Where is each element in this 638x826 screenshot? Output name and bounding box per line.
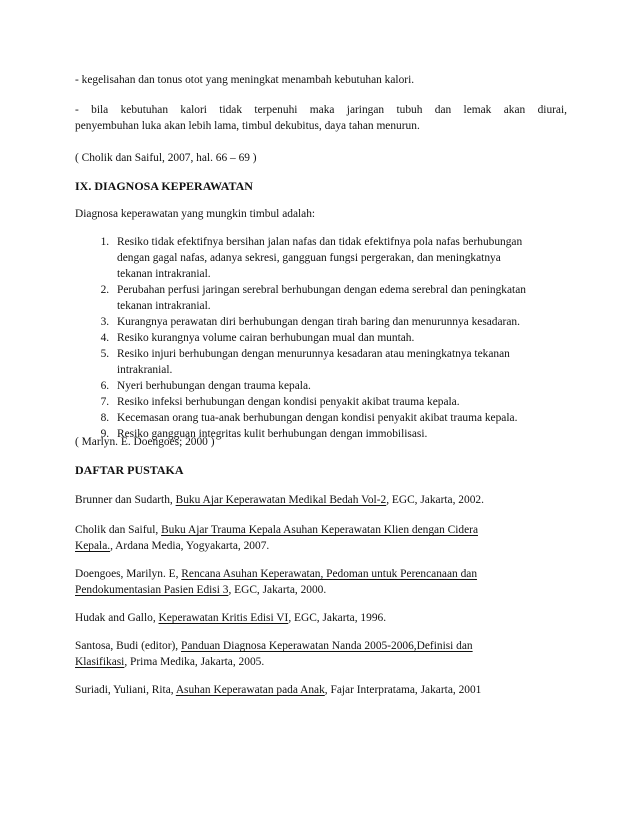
diagnosa-item xyxy=(112,330,567,346)
ref-publisher: , Prima Medika, Jakarta, 2005. xyxy=(124,656,265,668)
ref-publisher: , Ardana Media, Yogyakarta, 2007. xyxy=(110,540,270,552)
ref-publisher: , EGC, Jakarta, 1996. xyxy=(288,612,387,624)
ref-title: Panduan Diagnosa Keperawatan Nanda 2005-2006,Definisi dan xyxy=(180,640,473,652)
item-line: tekanan intrakranial. xyxy=(117,300,211,312)
item-line: 7. Resiko infeksi berhubungan dengan kondisi penyakit akibat trauma kepala. xyxy=(117,396,460,408)
ref-title: Kepala. xyxy=(75,540,111,552)
ref-author: Brunner dan Sudarth, xyxy=(75,494,176,506)
reference-brunner xyxy=(75,492,567,508)
ref-publisher: , Fajar Interpratama, Jakarta, 2001 xyxy=(324,684,482,696)
ref-title: Buku Ajar Trauma Kepala Asuhan Keperawatan Klien dengan Cidera xyxy=(161,524,479,536)
ref-title: Rencana Asuhan Keperawatan, Pedoman untuk Perencanaan dan xyxy=(181,568,478,580)
ref-author: Santosa, Budi (editor), xyxy=(75,640,181,652)
diagnosa-item xyxy=(112,394,567,410)
paragraph-kebutuhan-kalori xyxy=(75,102,567,134)
paragraph-kegelisahan: - kegelisahan dan tonus otot yang meningkat menambah kebutuhan kalori. xyxy=(75,74,415,86)
reference-doengoes xyxy=(75,566,567,598)
reference-hudak xyxy=(75,610,567,626)
heading-daftar-pustaka: DAFTAR PUSTAKA xyxy=(75,463,184,477)
paragraph-line: penyembuhan luka akan lebih lama, timbul dekubitus, daya tahan menurun. xyxy=(75,120,420,132)
ref-title: Pendokumentasian Pasien Edisi 3 xyxy=(75,584,229,596)
diagnosa-item xyxy=(112,314,567,330)
ref-title: Keperawatan Kritis Edisi VI xyxy=(158,612,289,624)
ref-publisher: , EGC, Jakarta, 2000. xyxy=(228,584,327,596)
item-line: 4. Resiko kurangnya volume cairan berhubungan mual dan muntah. xyxy=(117,332,415,344)
diagnosa-item xyxy=(112,234,567,282)
item-line: 8. Kecemasan orang tua-anak berhubungan dengan kondisi penyakit akibat trauma kepala. xyxy=(117,412,518,424)
heading-diagnosa: IX. DIAGNOSA KEPERAWATAN xyxy=(75,179,253,193)
item-line: intrakranial. xyxy=(117,364,173,376)
item-line: 9. Resiko gangguan integritas kulit berhubungan dengan immobilisasi. xyxy=(117,428,428,440)
paragraph-line: - bila kebutuhan kalori tidak terpenuhi maka jaringan tubuh dan lemak akan diurai, xyxy=(75,104,567,116)
ref-title: Klasifikasi xyxy=(75,656,125,668)
ref-author: Cholik dan Saiful, xyxy=(75,524,162,536)
citation-doengoes: ( Marlyn. E. Doengoes; 2000 ) xyxy=(75,436,215,448)
item-line: 5. Resiko injuri berhubungan dengan menurunnya kesadaran atau meningkatnya tekanan xyxy=(117,348,510,360)
reference-suriadi xyxy=(75,682,567,698)
item-line: 1. Resiko tidak efektifnya bersihan jalan nafas dan tidak efektifnya pola nafas berhubungan xyxy=(117,236,523,248)
item-line: tekanan intrakranial. xyxy=(117,268,211,280)
diagnosa-item xyxy=(112,378,567,394)
diagnosa-list xyxy=(75,234,567,442)
ref-publisher: , EGC, Jakarta, 2002. xyxy=(386,494,484,506)
item-line: 6. Nyeri berhubungan dengan trauma kepala. xyxy=(117,380,311,392)
ref-title: Asuhan Keperawatan pada Anak xyxy=(175,684,325,696)
ref-author: Hudak and Gallo, xyxy=(75,612,159,624)
diagnosa-intro: Diagnosa keperawatan yang mungkin timbul adalah: xyxy=(75,208,316,220)
item-line: 2. Perubahan perfusi jaringan serebral berhubungan dengan edema serebral dan peningkatan xyxy=(117,284,526,296)
diagnosa-item xyxy=(112,282,567,314)
reference-cholik xyxy=(75,522,567,554)
citation-cholik: ( Cholik dan Saiful, 2007, hal. 66 – 69 ) xyxy=(75,152,257,164)
ref-author: Suriadi, Yuliani, Rita, xyxy=(75,684,176,696)
ref-author: Doengoes, Marilyn. E, xyxy=(75,568,182,580)
reference-santosa xyxy=(75,638,567,670)
diagnosa-item xyxy=(112,410,567,426)
item-line: dengan gagal nafas, adanya sekresi, gangguan fungsi pergerakan, dan meningkatnya xyxy=(117,252,501,264)
item-line: 3. Kurangnya perawatan diri berhubungan dengan tirah baring dan menurunnya kesadaran. xyxy=(117,316,520,328)
ref-title: Buku Ajar Keperawatan Medikal Bedah Vol-2 xyxy=(175,494,387,506)
diagnosa-item xyxy=(112,346,567,378)
